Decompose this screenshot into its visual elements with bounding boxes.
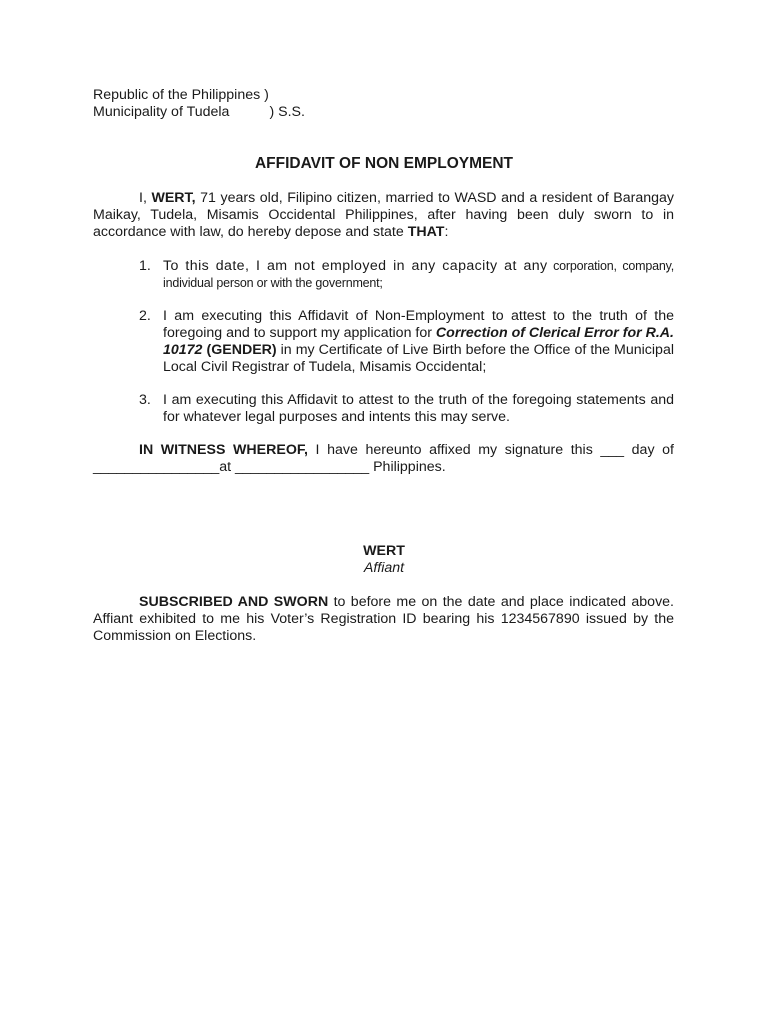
affiant-role: Affiant xyxy=(363,560,405,576)
affiant-signature-block xyxy=(0,543,768,577)
gender-emphasis: (GENDER) xyxy=(202,342,277,358)
intro-text-end: : xyxy=(444,224,449,240)
list-item-text-end: in my Certificate of Live Birth before the Office of the Municipal Local Civil Registrar of Tudela, Misamis Occidental; xyxy=(163,342,674,375)
list-item-text-small: corporation, company, individual person or with the government; xyxy=(163,259,674,290)
list-item-text: To this date, I am not employed in any capacity at any xyxy=(163,258,548,274)
list-item-3 xyxy=(93,392,674,426)
witness-heading: IN WITNESS WHEREOF, xyxy=(139,442,308,458)
document-title: AFFIDAVIT OF NON EMPLOYMENT xyxy=(254,155,514,172)
list-number: 3. xyxy=(139,392,151,408)
intro-text-start: I, xyxy=(139,190,152,206)
venue-line-republic: Republic of the Philippines ) xyxy=(93,87,269,103)
list-item-text: I am executing this Affidavit to attest to the truth of the foregoing statements and for whatever legal purposes and intents this may serve. xyxy=(163,392,674,425)
jurat-heading: SUBSCRIBED AND SWORN xyxy=(139,594,329,610)
list-item-text: I am executing this Affidavit of Non-Employment to attest to the truth of the foregoing and to support my application for xyxy=(163,308,674,341)
affiant-name: WERT xyxy=(363,543,405,559)
list-number: 1. xyxy=(139,258,151,274)
witness-text: I have hereunto affixed my signature this ___ day of ________________at _________________ Philippines. xyxy=(93,442,674,475)
witness-paragraph xyxy=(93,442,674,476)
correction-emphasis: Correction of Clerical Error for R.A. 10172 xyxy=(163,325,674,358)
jurat-text: to before me on the date and place indicated above. Affiant exhibited to me his Voter’s Registration ID bearing his 1234567890 issued by the Commission on Elections. xyxy=(93,594,674,644)
list-item-1 xyxy=(93,258,674,292)
jurat-paragraph xyxy=(93,594,674,645)
venue-ss: ) S.S. xyxy=(269,104,305,120)
venue-block xyxy=(93,87,305,121)
affiant-name-inline: WERT, xyxy=(151,190,196,206)
that-keyword: THAT xyxy=(407,224,445,240)
venue-line-municipality xyxy=(93,104,305,121)
intro-paragraph xyxy=(93,190,674,241)
intro-text-body: 71 years old, Filipino citizen, married to WASD and a resident of Barangay Maikay, Tudela, Misamis Occidental Philippines, after having been duly sworn to in accordance with law, do hereby depose and state xyxy=(93,190,674,240)
list-number: 2. xyxy=(139,308,151,324)
venue-municipality: Municipality of Tudela xyxy=(93,104,230,120)
list-item-2 xyxy=(93,308,674,376)
